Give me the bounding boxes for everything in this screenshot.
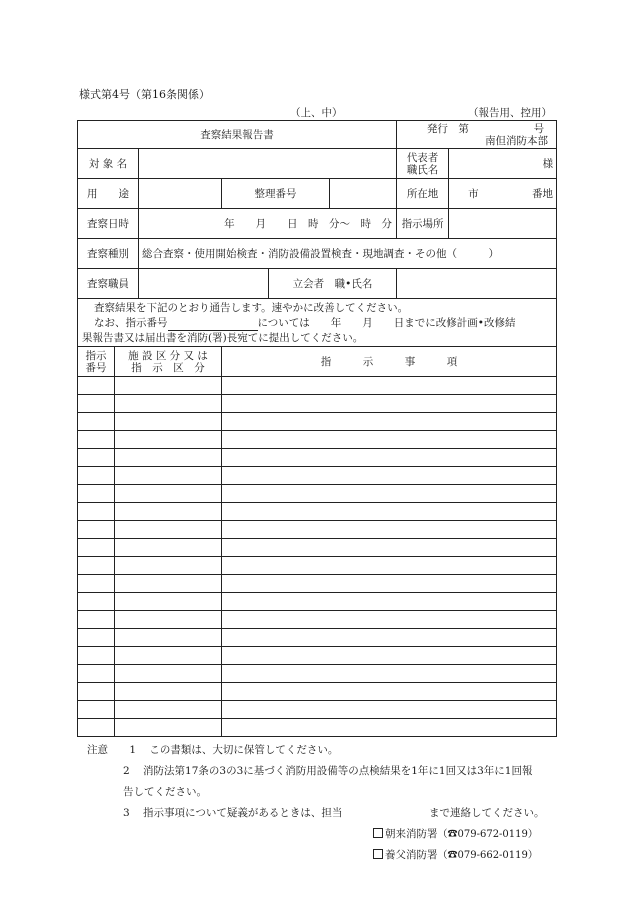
entry-row bbox=[78, 719, 557, 737]
col-item: 指 示 事 項 bbox=[222, 347, 557, 377]
rep-label bbox=[397, 149, 449, 179]
col-category-1: 施 設 区 分 又 は bbox=[128, 349, 208, 362]
note-3-number: 3 bbox=[123, 807, 130, 819]
entry-category-cell[interactable] bbox=[115, 503, 222, 521]
notice-line-2a: なお、指示番号 bbox=[94, 317, 168, 329]
type-row bbox=[78, 239, 557, 269]
entry-number-cell[interactable] bbox=[78, 611, 115, 629]
entry-category-cell[interactable] bbox=[115, 539, 222, 557]
entry-category-cell[interactable] bbox=[115, 611, 222, 629]
note-3 bbox=[87, 803, 545, 824]
entry-number-cell[interactable] bbox=[78, 683, 115, 701]
entry-number-cell[interactable] bbox=[78, 413, 115, 431]
notice-text bbox=[78, 299, 557, 347]
location-field[interactable] bbox=[449, 179, 557, 209]
rep-suffix: 様 bbox=[542, 158, 554, 170]
col-category-2: 指 示 区 分 bbox=[131, 361, 205, 374]
copy-use: （報告用、控用） bbox=[468, 107, 552, 119]
entry-row bbox=[78, 647, 557, 665]
entry-item-cell[interactable] bbox=[222, 647, 557, 665]
entry-row bbox=[78, 431, 557, 449]
staff-label: 査察職員 bbox=[78, 269, 139, 299]
note-2-text-a: 消防法第17条の3の3に基づく消防用設備等の点検結果を1年に1回又は3年に1回報 bbox=[143, 765, 533, 777]
entry-category-cell[interactable] bbox=[115, 449, 222, 467]
note-2-number: 2 bbox=[123, 765, 130, 777]
issue-suffix: 号 bbox=[533, 122, 545, 135]
entry-item-cell[interactable] bbox=[222, 485, 557, 503]
instruction-entries bbox=[78, 377, 557, 737]
entry-category-cell[interactable] bbox=[115, 377, 222, 395]
entry-row bbox=[78, 539, 557, 557]
issue-cell bbox=[397, 121, 557, 149]
entry-number-cell[interactable] bbox=[78, 521, 115, 539]
location-label: 所在地 bbox=[397, 179, 449, 209]
station-2-name: 養父消防署 bbox=[385, 849, 438, 861]
entry-number-cell[interactable] bbox=[78, 701, 115, 719]
entry-item-cell[interactable] bbox=[222, 377, 557, 395]
entry-item-cell[interactable] bbox=[222, 431, 557, 449]
address-no-label: 番地 bbox=[532, 188, 554, 200]
entry-item-cell[interactable] bbox=[222, 449, 557, 467]
use-label: 用 途 bbox=[78, 179, 139, 209]
entry-category-cell[interactable] bbox=[115, 467, 222, 485]
type-options[interactable]: 総合査察・使用開始検査・消防設備設置検査・現地調査・その他（ ） bbox=[139, 239, 557, 269]
header-row bbox=[78, 121, 557, 149]
date-field[interactable]: 年 月 日 時 分〜 時 分 bbox=[139, 209, 397, 239]
date-row bbox=[78, 209, 557, 239]
note-1 bbox=[87, 740, 545, 761]
entry-row bbox=[78, 377, 557, 395]
entry-number-cell[interactable] bbox=[78, 647, 115, 665]
city-label: 市 bbox=[468, 188, 479, 200]
entry-item-cell[interactable] bbox=[222, 395, 557, 413]
entry-row bbox=[78, 575, 557, 593]
entry-row bbox=[78, 395, 557, 413]
ref-no-field[interactable] bbox=[330, 179, 397, 209]
entry-category-cell[interactable] bbox=[115, 557, 222, 575]
station-1-phone: （☎079-672-0119） bbox=[437, 829, 538, 840]
station-1-checkbox[interactable] bbox=[373, 828, 383, 838]
entry-number-cell[interactable] bbox=[78, 467, 115, 485]
station-2-phone: （☎079-662-0119） bbox=[437, 850, 538, 861]
entry-category-cell[interactable] bbox=[115, 683, 222, 701]
entry-item-cell[interactable] bbox=[222, 683, 557, 701]
instruction-number-blank[interactable] bbox=[168, 319, 258, 331]
notice-line-1: 査察結果を下記のとおり通告します。速やかに改善してください。 bbox=[94, 302, 409, 314]
station-1 bbox=[87, 824, 545, 845]
instr-place-label: 指示場所 bbox=[397, 209, 449, 239]
entry-number-cell[interactable] bbox=[78, 665, 115, 683]
notes bbox=[87, 740, 545, 866]
entry-category-cell[interactable] bbox=[115, 701, 222, 719]
entry-item-cell[interactable] bbox=[222, 521, 557, 539]
notes-label: 注意 bbox=[87, 744, 108, 756]
station-1-name: 朝来消防署 bbox=[385, 828, 438, 840]
entry-category-cell[interactable] bbox=[115, 629, 222, 647]
entry-category-cell[interactable] bbox=[115, 521, 222, 539]
entry-category-cell[interactable] bbox=[115, 593, 222, 611]
entry-category-cell[interactable] bbox=[115, 647, 222, 665]
station-2 bbox=[87, 845, 545, 866]
entry-item-cell[interactable] bbox=[222, 593, 557, 611]
entry-number-cell[interactable] bbox=[78, 629, 115, 647]
entry-number-cell[interactable] bbox=[78, 395, 115, 413]
col-number bbox=[78, 347, 115, 377]
entry-category-cell[interactable] bbox=[115, 719, 222, 737]
entry-category-cell[interactable] bbox=[115, 485, 222, 503]
copy-mark: （上、中） bbox=[290, 107, 343, 119]
entry-item-cell[interactable] bbox=[222, 539, 557, 557]
entry-item-cell[interactable] bbox=[222, 629, 557, 647]
col-number-2: 番号 bbox=[85, 361, 107, 374]
entry-row bbox=[78, 629, 557, 647]
entry-row bbox=[78, 521, 557, 539]
notice-line-2 bbox=[82, 316, 552, 331]
witness-field[interactable] bbox=[397, 269, 557, 299]
entry-category-cell[interactable] bbox=[115, 431, 222, 449]
note-1-number: 1 bbox=[129, 744, 137, 756]
entry-row bbox=[78, 413, 557, 431]
entry-category-cell[interactable] bbox=[115, 395, 222, 413]
entry-row bbox=[78, 557, 557, 575]
target-name-field[interactable] bbox=[139, 149, 397, 179]
entry-category-cell[interactable] bbox=[115, 665, 222, 683]
entry-row bbox=[78, 593, 557, 611]
entry-item-cell[interactable] bbox=[222, 503, 557, 521]
report-title: 査察結果報告書 bbox=[78, 121, 397, 149]
entry-item-cell[interactable] bbox=[222, 413, 557, 431]
target-row bbox=[78, 149, 557, 179]
note-3-text-b: まで連絡してください。 bbox=[429, 807, 545, 819]
entry-row bbox=[78, 683, 557, 701]
entry-category-cell[interactable] bbox=[115, 575, 222, 593]
entry-item-cell[interactable] bbox=[222, 701, 557, 719]
entry-row bbox=[78, 611, 557, 629]
entry-number-cell[interactable] bbox=[78, 449, 115, 467]
station-2-checkbox[interactable] bbox=[373, 849, 383, 859]
note-2-cont: 告してください。 bbox=[123, 786, 207, 798]
entry-number-cell[interactable] bbox=[78, 503, 115, 521]
entry-item-cell[interactable] bbox=[222, 611, 557, 629]
col-number-1: 指示 bbox=[85, 349, 107, 362]
notice-row bbox=[78, 299, 557, 347]
entry-number-cell[interactable] bbox=[78, 593, 115, 611]
entry-row bbox=[78, 467, 557, 485]
inspection-report-table bbox=[77, 120, 557, 737]
entry-number-cell[interactable] bbox=[78, 485, 115, 503]
entry-number-cell[interactable] bbox=[78, 539, 115, 557]
rep-label-2: 職氏名 bbox=[406, 163, 439, 176]
target-name-label: 対 象 名 bbox=[78, 149, 139, 179]
entry-item-cell[interactable] bbox=[222, 467, 557, 485]
entry-item-cell[interactable] bbox=[222, 575, 557, 593]
column-header-row bbox=[78, 347, 557, 377]
entry-number-cell[interactable] bbox=[78, 377, 115, 395]
notice-line-2b: については 年 月 日までに改修計画•改修結 bbox=[257, 317, 516, 329]
entry-row bbox=[78, 485, 557, 503]
staff-row bbox=[78, 269, 557, 299]
entry-number-cell[interactable] bbox=[78, 557, 115, 575]
staff-field[interactable] bbox=[139, 269, 269, 299]
entry-row bbox=[78, 503, 557, 521]
note-2 bbox=[87, 761, 545, 782]
issuer: 南但消防本部 bbox=[485, 134, 549, 147]
form-number: 様式第4号（第16条関係） bbox=[79, 88, 210, 101]
ref-no-label: 整理番号 bbox=[222, 179, 330, 209]
date-label: 査察日時 bbox=[78, 209, 139, 239]
entry-item-cell[interactable] bbox=[222, 665, 557, 683]
use-row bbox=[78, 179, 557, 209]
use-field[interactable] bbox=[139, 179, 222, 209]
rep-label-1: 代表者 bbox=[406, 151, 439, 164]
notice-line-3: 果報告書又は届出書を消防(署)長宛てに提出してください。 bbox=[82, 332, 364, 344]
entry-number-cell[interactable] bbox=[78, 431, 115, 449]
entry-item-cell[interactable] bbox=[222, 557, 557, 575]
note-1-text: この書類は、大切に保管してください。 bbox=[149, 744, 339, 756]
entry-number-cell[interactable] bbox=[78, 719, 115, 737]
rep-field[interactable] bbox=[449, 149, 557, 179]
instr-place-field[interactable] bbox=[449, 209, 557, 239]
entry-item-cell[interactable] bbox=[222, 719, 557, 737]
entry-category-cell[interactable] bbox=[115, 413, 222, 431]
issue-prefix: 発行 第 bbox=[426, 122, 469, 135]
note-3-text-a: 指示事項について疑義があるときは、担当 bbox=[143, 807, 343, 819]
entry-number-cell[interactable] bbox=[78, 575, 115, 593]
entry-row bbox=[78, 449, 557, 467]
entry-row bbox=[78, 701, 557, 719]
witness-label: 立会者 職•氏名 bbox=[269, 269, 397, 299]
type-label: 査察種別 bbox=[78, 239, 139, 269]
entry-row bbox=[78, 665, 557, 683]
col-category bbox=[115, 347, 222, 377]
